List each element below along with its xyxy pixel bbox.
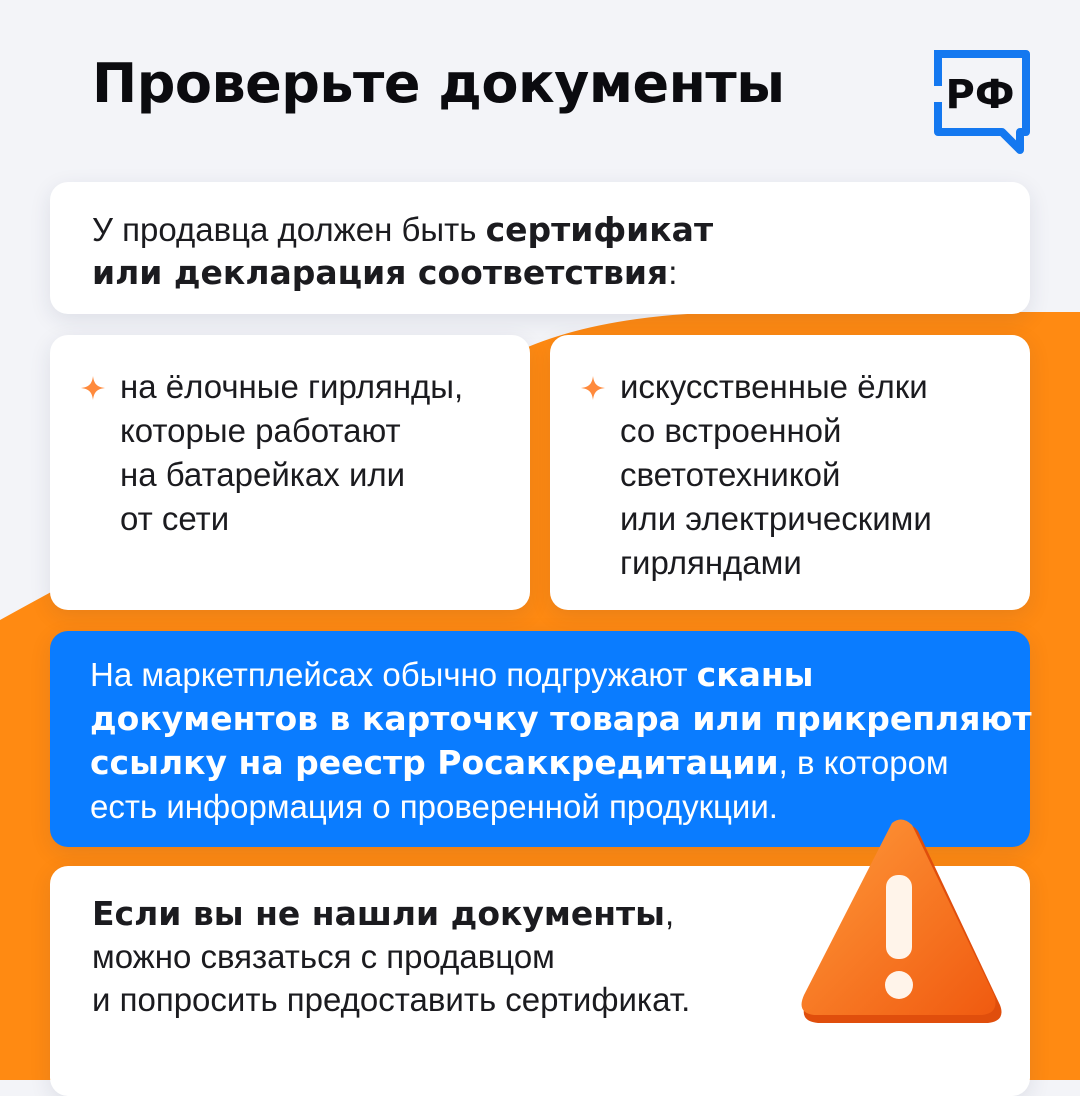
- intro-line-2: [92, 251, 988, 294]
- intro-line-1: [92, 208, 988, 251]
- sparkle-icon: [580, 375, 606, 401]
- item-line: которые работают: [120, 412, 401, 449]
- item-line: на ёлочные гирлянды,: [120, 368, 464, 405]
- marketplace-line-3: [90, 741, 990, 785]
- warning-icon: [796, 815, 1006, 1030]
- intro-bold-declaration: или декларация соответствия: [92, 253, 669, 292]
- rf-logo: [930, 46, 1034, 154]
- marketplace-text: , в котором: [778, 744, 949, 781]
- marketplace-line-1: [90, 653, 990, 697]
- marketplace-line-2: [90, 697, 1032, 741]
- item-card-trees: [550, 335, 1030, 610]
- marketplace-bold: документов в карточку товара или прикрепляют: [90, 699, 1032, 738]
- notice-line-2: можно связаться с продавцом: [92, 938, 555, 975]
- logo-text: РФ: [945, 72, 1015, 118]
- sparkle-icon: [80, 375, 106, 401]
- intro-bold-certificate: сертификат: [485, 210, 714, 249]
- item-line: от сети: [120, 500, 230, 537]
- item-line: гирляндами: [620, 544, 802, 581]
- item-line: со встроенной: [620, 412, 842, 449]
- intro-card: [50, 182, 1030, 314]
- item-line: искусственные ёлки: [620, 368, 928, 405]
- notice-line-3: и попросить предоставить сертификат.: [92, 981, 691, 1018]
- marketplace-bold: сканы: [696, 655, 814, 694]
- intro-colon: :: [668, 254, 678, 291]
- page-title: Проверьте документы: [92, 52, 785, 115]
- intro-text: У продавца должен быть: [92, 211, 486, 248]
- marketplace-text: есть информация о проверенной продукции.: [90, 788, 778, 825]
- notice-comma: ,: [665, 895, 675, 932]
- marketplace-bold: ссылку на реестр Росаккредитации: [90, 743, 779, 782]
- item-line: на батарейках или: [120, 456, 406, 493]
- marketplace-text: На маркетплейсах обычно подгружают: [90, 656, 697, 693]
- item-card-garlands: [50, 335, 530, 610]
- item-line: или электрическими: [620, 500, 932, 537]
- notice-bold: Если вы не нашли документы: [92, 894, 666, 933]
- item-line: светотехникой: [620, 456, 841, 493]
